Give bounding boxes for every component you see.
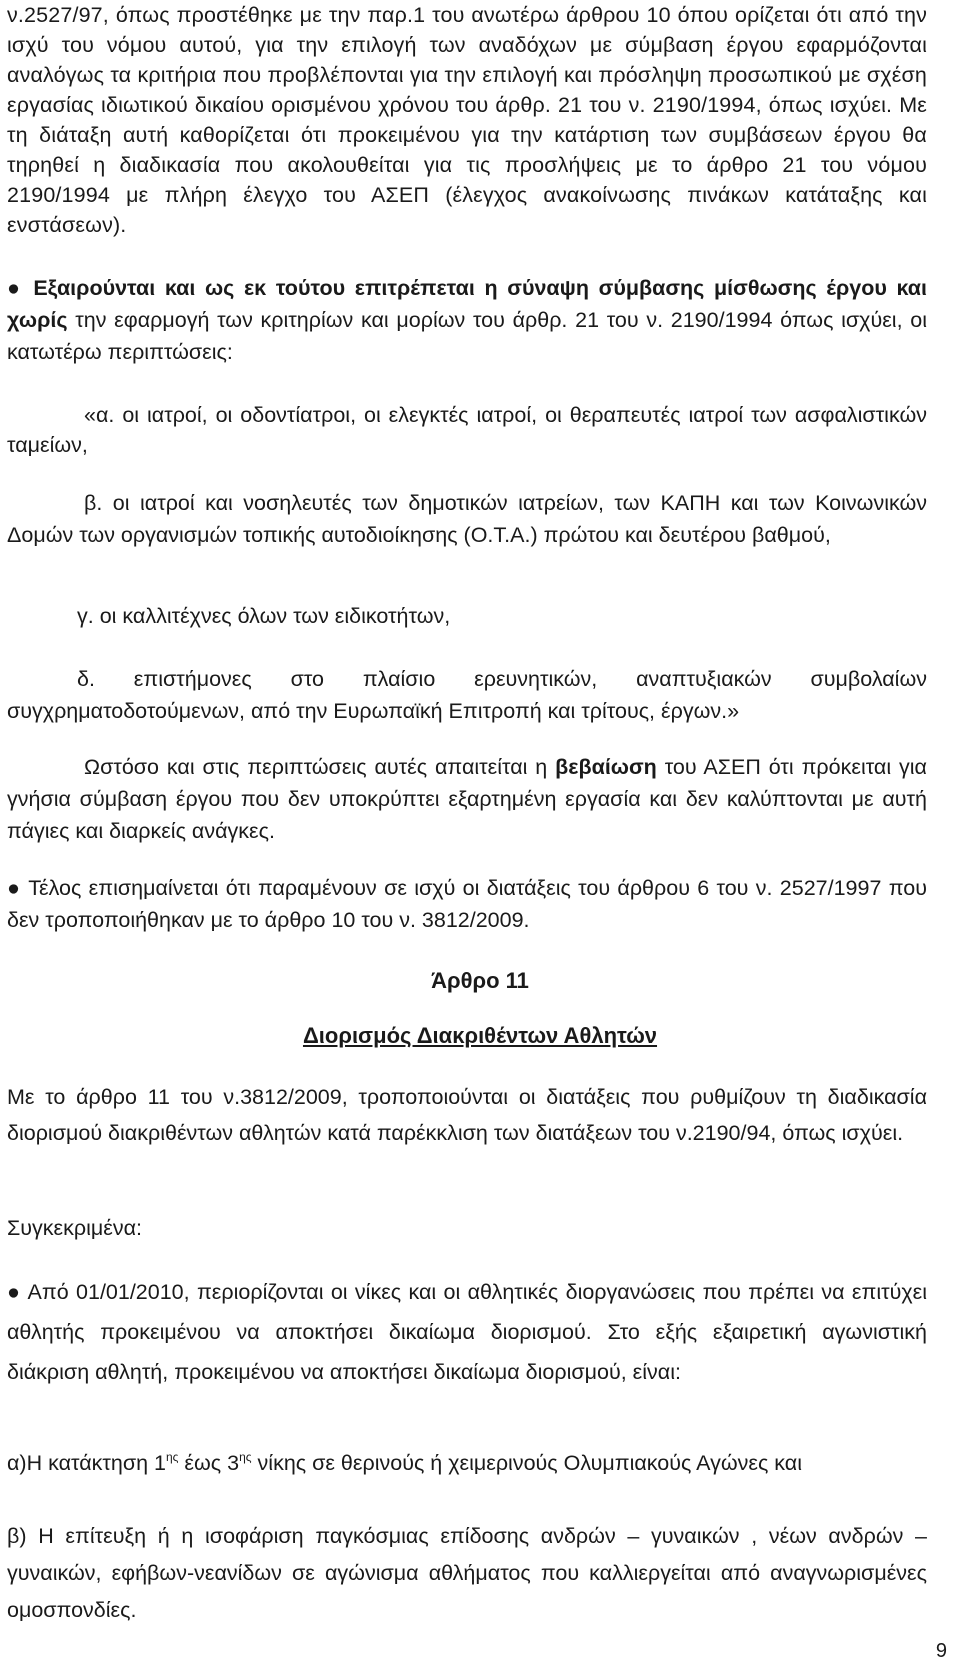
certificate-bold-word: βεβαίωση <box>555 755 657 779</box>
paragraph-exemptions <box>7 272 927 368</box>
list-item-b-text: β. οι ιατροί και νοσηλευτές των δημοτικών ιατρείων, των ΚΑΠΗ και των Κοινωνικών Δομών των οργανισμών τοπικής αυτοδιοίκησης (Ο.Τ.Α.) πρώτου και δευτέρου βαθμού, <box>7 491 927 547</box>
list-item-a-text: «α. οι ιατροί, οι οδοντίατροι, οι ελεγκτές ιατροί, οι θεραπευτές ιατροί των ασφαλιστικών ταμείων, <box>7 403 927 457</box>
remaining-provisions-text: Τέλος επισημαίνεται ότι παραμένουν σε ισχύ οι διατάξεις του άρθρου 6 του ν. 2527/1997 που δεν τροποποιήθηκαν με το άρθρο 10 του ν. 3812/2009. <box>7 876 927 932</box>
bullet-icon: ● <box>7 876 22 900</box>
victories-limit-text: Από 01/01/2010, περιορίζονται οι νίκες και οι αθλητικές διοργανώσεις που πρέπει να επιτύχει αθλητής προκειμένου να αποκτήσει δικαίωμα διορισμού. Στο εξής εξαιρετική αγωνιστική διάκριση αθλητή, προκειμένου να αποκτήσει δικαίωμα διορισμού, είναι: <box>7 1280 927 1384</box>
list-item-c <box>7 601 927 631</box>
list-item-c-text: γ. οι καλλιτέχνες όλων των ειδικοτήτων, <box>77 604 451 628</box>
list-item-d <box>7 663 927 727</box>
exemptions-bold-text: Εξαιρούνται και ως εκ τούτου επιτρέπεται η σύναψη σύμβασης μίσθωσης έργου και χωρίς <box>7 276 927 332</box>
list-item-d-text: δ. επιστήμονες στο πλαίσιο ερευνητικών, αναπτυξιακών συμβολαίων συγχρηματοδοτούμενων, από την Ευρωπαϊκή Επιτροπή και τρίτους, έργων.» <box>7 667 927 723</box>
paragraph-remaining-provisions <box>7 872 927 936</box>
paragraph-victories-limit <box>7 1272 927 1392</box>
bullet-icon: ● <box>7 1280 22 1304</box>
superscript-1st: ης <box>165 1450 179 1464</box>
list-item-a <box>7 400 927 460</box>
bullet-icon: ● <box>7 276 24 300</box>
article-heading: Άρθρο 11 <box>431 968 529 993</box>
criterion-b: β) Η επίτευξη ή η ισοφάριση παγκόσμιας επίδοσης ανδρών – γυναικών , νέων ανδρών –γυναικών, εφήβων-νεανίδων σε αγώνισμα αθλήματος που καλλιεργείται από αναγνωρισμένες ομοσπονδίες. <box>7 1524 927 1622</box>
criterion-a <box>7 1448 927 1478</box>
paragraph-article-11-intro: Με το άρθρο 11 του ν.3812/2009, τροποποιούνται οι διατάξεις που ρυθμίζουν τη διαδικασία διορισμού διακριθέντων αθλητών κατά παρέκκλιση των διατάξεων του ν.2190/94, όπως ισχύει. <box>7 1085 927 1145</box>
paragraph-law-2527-intro: ν.2527/97, όπως προστέθηκε με την παρ.1 του ανωτέρω άρθρου 10 όπου ορίζεται ότι από την ισχύ του νόμου αυτού, για την επιλογή των αναδόχων με σύμβαση έργου εφαρμόζονται αναλόγως τα κριτήρια που προβλέπονται για την επιλογή και πρόσληψη προσωπικού με σχέση εργασίας ιδιωτικού δικαίου ορισμένου χρόνου του άρθρ. 21 του ν. 2190/1994, όπως ισχύει. Με τη διάταξη αυτή καθορίζεται ότι προκειμένου για την κατάρτιση των συμβάσεων έργου θα τηρηθεί η διαδικασία που ακολουθείται για τις προσλήψεις με το άρθρο 21 του νόμου 2190/1994 με πλήρη έλεγχο του ΑΣΕΠ (έλεγχος ανακοίνωσης πινάκων κατάταξης και ενστάσεων). <box>7 3 927 237</box>
certificate-text-after: του ΑΣΕΠ ότι πρόκειται για γνήσια σύμβαση έργου που δεν υποκρύπτει εξαρτημένη εργασία και δεν καλύπτονται με αυτή πάγιες και διαρκείς ανάγκες. <box>7 755 927 843</box>
criterion-a-part3: νίκης σε θερινούς ή χειμερινούς Ολυμπιακούς Αγώνες και <box>251 1451 802 1475</box>
paragraph-specifically: Συγκεκριμένα: <box>7 1216 143 1240</box>
certificate-text-before: Ωστόσο και στις περιπτώσεις αυτές απαιτείται η <box>84 755 548 779</box>
exemptions-text: την εφαρμογή των κριτηρίων και μορίων του άρθρ. 21 του ν. 2190/1994 όπως ισχύει, οι κατωτέρω περιπτώσεις: <box>7 308 927 364</box>
article-title: Διορισμός Διακριθέντων Αθλητών <box>302 1023 658 1048</box>
paragraph-asep-certificate <box>7 751 927 847</box>
criterion-a-part1: α)Η κατάκτηση 1 <box>7 1451 166 1475</box>
page-number: 9 <box>935 1640 947 1662</box>
list-item-b <box>7 487 927 551</box>
superscript-3rd: ης <box>239 1450 252 1464</box>
criterion-a-part2: έως 3 <box>178 1451 240 1475</box>
